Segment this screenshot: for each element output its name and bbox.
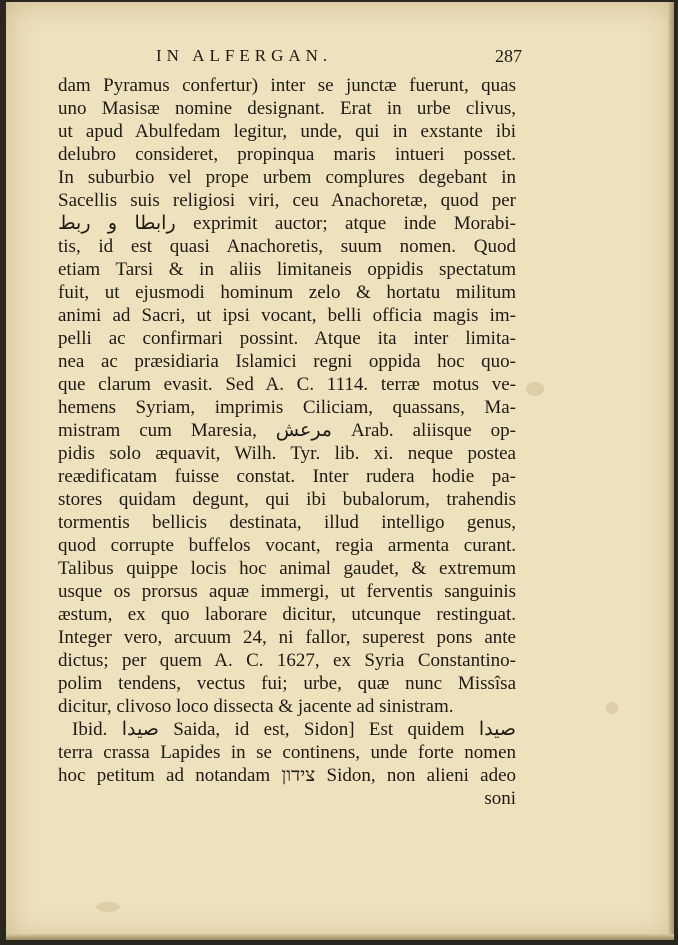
paper-stain xyxy=(606,702,618,714)
text-line: quod corrupte buffelos vocant, regia armenta curant. xyxy=(58,535,516,556)
text-line: pidis solo æquavit, Wilh. Tyr. lib. xi. neque postea xyxy=(58,443,516,464)
paper-stain xyxy=(96,902,120,912)
text-line: Sacellis suis religiosi viri, ceu Anachoretæ, quod per xyxy=(58,190,516,211)
text-line: dam Pyramus confertur) inter se junctæ fuerunt, quas xyxy=(58,75,516,96)
text-line: dictus; per quem A. C. 1627, ex Syria Constantino- xyxy=(58,650,516,671)
text-line: que clarum evasit. Sed A. C. 1114. terræ motus ve- xyxy=(58,374,516,395)
text-line: رابطا و ربط exprimit auctor; atque inde Morabi- xyxy=(58,213,516,234)
paragraph-continued xyxy=(58,74,516,718)
text-line: polim tendens, vectus fui; urbe, quæ nunc Missîsa xyxy=(58,673,516,694)
text-line: fuit, ut ejusmodi hominum zelo & hortatu militum xyxy=(58,282,516,303)
text-line: dicitur, clivoso loco dissecta & jacente ad sinistram. xyxy=(58,696,454,717)
page-edge-bottom xyxy=(6,934,674,940)
text-line: terra crassa Lapides in se continens, unde forte nomen xyxy=(58,742,516,763)
text-line: tis, id est quasi Anachoretis, suum nomen. Quod xyxy=(58,236,516,257)
text-line: reædificatam fuisse constat. Inter rudera hodie pa- xyxy=(58,466,516,487)
text-line: Ibid. صيدا Saida, id est, Sidon] Est quidem صيدا xyxy=(72,719,516,740)
catchword: soni xyxy=(484,788,516,809)
text-line: pelli ac confirmari possint. Atque ita inter limita- xyxy=(58,328,516,349)
text-line: mistram cum Maresia, مرعش Arab. aliisque op- xyxy=(58,420,516,441)
text-line: uno Masisæ nomine designant. Erat in urbe clivus, xyxy=(58,98,516,119)
text-line: stores quidam degunt, qui ibi bubalorum, trahendis xyxy=(58,489,516,510)
text-line: ut apud Abulfedam legitur, unde, qui in exstante ibi xyxy=(58,121,516,142)
text-line: hemens Syriam, imprimis Ciliciam, quassans, Ma- xyxy=(58,397,516,418)
paper-stain xyxy=(526,382,544,396)
page-number: 287 xyxy=(495,46,522,66)
page-header xyxy=(58,46,522,72)
text-line: In suburbio vel prope urbem complures degebant in xyxy=(58,167,516,188)
page-edge-right xyxy=(668,2,674,940)
text-line: delubro consideret, propinqua maris intueri posset. xyxy=(58,144,516,165)
text-line: Talibus quippe locis hoc animal gaudet, & extremum xyxy=(58,558,516,579)
text-line: animi ad Sacri, ut ipsi vocant, belli officia magis im- xyxy=(58,305,516,326)
text-line: tormentis bellicis destinata, illud intelligo genus, xyxy=(58,512,516,533)
text-line: etiam Tarsi & in aliis limitaneis oppidis spectatum xyxy=(58,259,516,280)
paragraph-ibid xyxy=(58,718,516,787)
text-line: hoc petitum ad notandam צידון Sidon, non alieni adeo xyxy=(58,765,517,786)
running-head: IN ALFERGAN. xyxy=(156,46,333,65)
text-block xyxy=(58,74,516,810)
text-line: æstum, ex quo laborare dicitur, utcunque restinguat. xyxy=(58,604,516,625)
text-line: usque os prorsus aquæ immergi, ut ferventis sanguinis xyxy=(58,581,516,602)
book-page xyxy=(6,2,674,940)
text-line: nea ac præsidiaria Islamici regni oppida hoc quo- xyxy=(58,351,516,372)
text-line: Integer vero, arcuum 24, ni fallor, superest pons ante xyxy=(58,627,516,648)
